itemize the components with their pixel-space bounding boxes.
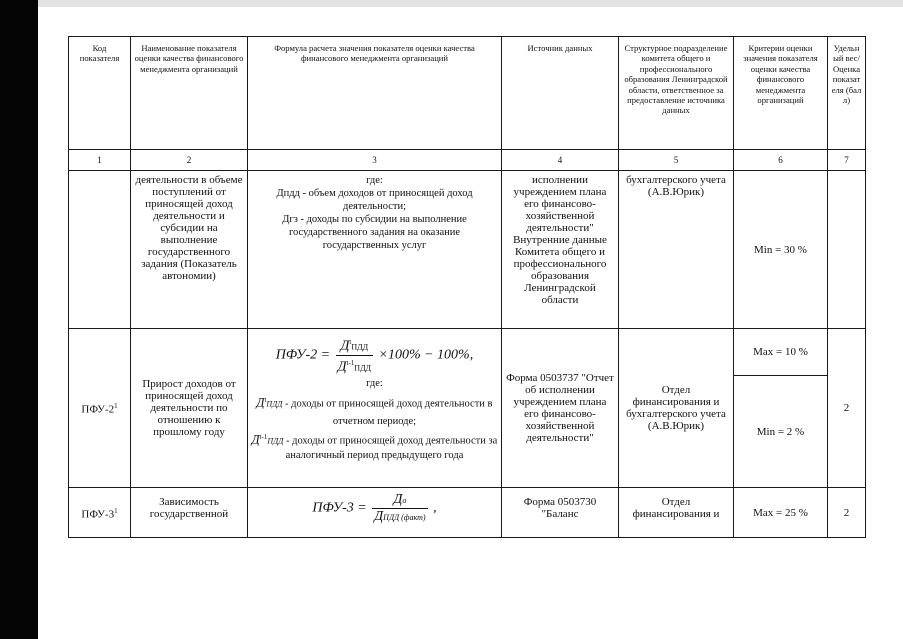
col-number: 3	[248, 150, 502, 171]
department-cell: Отдел финансирования и бухгалтерского учета (А.В.Юрик)	[619, 329, 734, 488]
indicator-name-cell: деятельности в объеме поступлений от приносящей доход деятельности и субсидии на выполнение государственного задания (Показатель автономии)	[131, 171, 248, 329]
code-cell	[69, 488, 131, 538]
formula-fraction	[336, 335, 373, 375]
formula-cell	[248, 488, 502, 538]
formula-where: где:	[366, 378, 383, 390]
header-criteria: Критерии оценки значения показателя оценки качества финансового менеджмента организаций	[734, 37, 828, 150]
formula-def-current: $Д^tПДД$ - доходы от приносящей доход деятельности в отчетном периоде;	[256, 395, 493, 427]
formula-where: где:	[366, 175, 383, 186]
formula-lhs: ПФУ-2 =	[275, 347, 331, 363]
header-code: Код показателя	[69, 37, 131, 150]
code-footnote-mark: 1	[114, 506, 118, 515]
department-cell: бухгалтерского учета (А.В.Юрик)	[619, 171, 734, 329]
formula-def-dpdd: Дпдд - объем доходов от приносящей доход деятельности;	[276, 188, 473, 212]
header-name: Наименование показателя оценки качества финансового менеджмента организаций	[131, 37, 248, 150]
header-department: Структурное подразделение комитета общего и профессионального образования Ленинградской области, ответственное за предоставление источника данных	[619, 37, 734, 150]
indicator-name-cell: Прирост доходов от приносящей доход деятельности по отношению к прошлому году	[131, 329, 248, 488]
criteria-cell: Max = 25 %	[734, 488, 828, 538]
formula-cell	[248, 329, 502, 488]
formula-fraction	[372, 492, 427, 525]
col-number: 4	[502, 150, 619, 171]
indicator-name-cell: Зависимость государственной	[131, 488, 248, 538]
code-cell	[69, 329, 131, 488]
source-cell: Форма 0503737 "Отчет об исполнении учреждением плана его финансово-хозяйственной деятельности"	[502, 329, 619, 488]
formula-denominator: ДПДД (факт)	[374, 509, 426, 524]
formula-numerator: $Д^tПДД$	[336, 335, 373, 356]
code-cell	[69, 171, 131, 329]
formula-numerator: До	[372, 492, 427, 509]
criteria-max: Max = 10 %	[734, 329, 827, 376]
code-footnote-mark: 1	[114, 402, 118, 411]
table-row-pfu2	[69, 329, 866, 488]
scan-edge-black-bar	[0, 0, 38, 639]
column-number-row	[69, 150, 866, 171]
scan-edge-top-strip	[38, 0, 903, 7]
formula-expression	[251, 492, 498, 525]
weight-cell: 2	[828, 488, 866, 538]
formula-expression	[251, 335, 498, 375]
formula-rhs: ×100% − 100%,	[378, 347, 474, 363]
formula-denominator: $Д^{t-1}ПДД$	[337, 358, 371, 375]
formula-cell	[248, 171, 502, 329]
source-cell: исполнении учреждением плана его финансово-хозяйственной деятельности" Внутренние данные Комитета общего и профессионального образования Ленинградской области	[502, 171, 619, 329]
code-text: ПФУ-2	[81, 403, 115, 416]
formula-def-dgz: Дгз - доходы по субсидии на выполнение государственного задания на оказание государственных услуг	[282, 214, 467, 251]
col-number: 2	[131, 150, 248, 171]
formula-def-previous: $Д^{t-1}ПДД$ - доходы от приносящей доход деятельности за аналогичный период предыдущего года	[251, 432, 498, 462]
indicator-table	[68, 36, 866, 538]
criteria-cell: Min = 30 %	[734, 171, 828, 329]
col-number: 6	[734, 150, 828, 171]
header-source: Источник данных	[502, 37, 619, 150]
table-row-continuation	[69, 171, 866, 329]
header-row	[69, 37, 866, 150]
criteria-min: Min = 2 %	[756, 425, 805, 438]
formula-rhs: ,	[433, 500, 437, 516]
table-row-pfu3	[69, 488, 866, 538]
col-number: 5	[619, 150, 734, 171]
col-number: 7	[828, 150, 866, 171]
formula-lhs: ПФУ-3 =	[312, 500, 367, 516]
department-cell: Отдел финансирования и	[619, 488, 734, 538]
col-number: 1	[69, 150, 131, 171]
header-weight: Удельный вес/Оценка показателя (балл)	[828, 37, 866, 150]
source-cell: Форма 0503730 "Баланс	[502, 488, 619, 538]
code-text: ПФУ-3	[81, 508, 115, 521]
weight-cell	[828, 171, 866, 329]
criteria-cell	[734, 329, 828, 488]
weight-cell: 2	[828, 329, 866, 488]
header-formula: Формула расчета значения показателя оценки качества финансового менеджмента организаций	[248, 37, 502, 150]
